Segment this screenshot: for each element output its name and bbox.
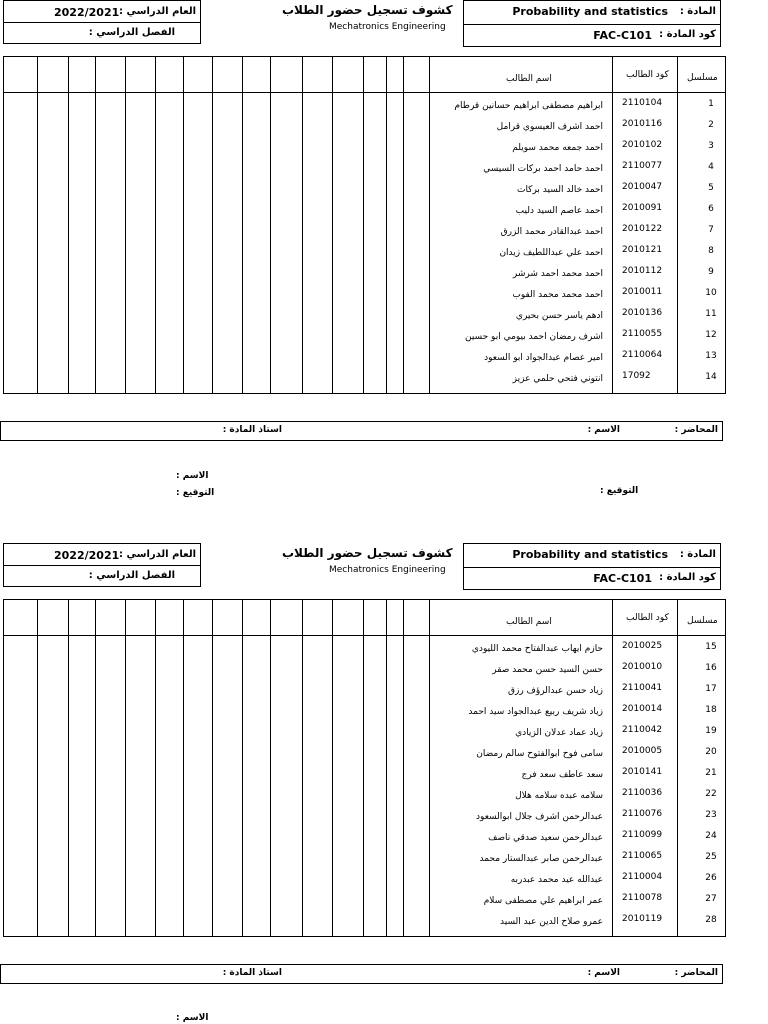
signature-label: التوقيع :	[600, 486, 639, 496]
table-row	[4, 890, 725, 911]
table-row	[4, 326, 725, 347]
code-cell: 2010011	[622, 287, 663, 297]
code-cell: 2010014	[622, 704, 663, 714]
code-cell: 2110099	[622, 830, 663, 840]
serial-cell: 25	[705, 852, 717, 862]
table-row	[4, 701, 725, 722]
serial-cell: 23	[705, 810, 717, 820]
table-row	[4, 911, 725, 932]
serial-cell: 4	[708, 162, 714, 172]
name-cell: احمد اشرف العيسوي قرامل	[496, 122, 603, 132]
serial-cell: 17	[705, 684, 717, 694]
code-cell: 2110004	[622, 872, 663, 882]
code-cell: 2110055	[622, 329, 663, 339]
bottom-signature-label: التوقيع :	[176, 488, 215, 498]
code-cell: 2110064	[622, 350, 663, 360]
table-row	[4, 263, 725, 284]
name-label: الاسم :	[587, 968, 620, 978]
header-student-name: اسم الطالب	[506, 74, 552, 84]
table-row	[4, 242, 725, 263]
code-cell: 2110065	[622, 851, 663, 861]
code-value: FAC-C101	[593, 29, 652, 42]
table-row	[4, 95, 725, 116]
serial-cell: 12	[705, 330, 717, 340]
name-cell: احمد علي عبداللطيف زيدان	[499, 248, 603, 258]
code-cell: 2010112	[622, 266, 663, 276]
code-value: FAC-C101	[593, 572, 652, 585]
serial-cell: 11	[705, 309, 717, 319]
year-semester-box	[3, 0, 201, 44]
serial-cell: 1	[708, 99, 714, 109]
code-cell: 2110042	[622, 725, 663, 735]
table-row	[4, 368, 725, 389]
serial-cell: 3	[708, 141, 714, 151]
table-row	[4, 221, 725, 242]
code-cell: 2010116	[622, 119, 663, 129]
code-cell: 2010102	[622, 140, 663, 150]
table-row	[4, 137, 725, 158]
serial-cell: 16	[705, 663, 717, 673]
name-cell: عبدالرحمن سعيد صدقي ناصف	[488, 833, 603, 843]
serial-cell: 8	[708, 246, 714, 256]
serial-cell: 7	[708, 225, 714, 235]
attendance-sheet-2	[0, 543, 768, 1024]
header-student-code: كود الطالب	[626, 613, 669, 623]
name-cell: احمد عاصم السيد دليب	[515, 206, 603, 216]
serial-cell: 9	[708, 267, 714, 277]
name-cell: عبدالله عيد محمد عبدربه	[510, 875, 603, 885]
page-title: كشوف تسجيل حضور الطلاب	[282, 3, 453, 17]
name-cell: حسن السيد حسن محمد صقر	[492, 665, 603, 675]
subject-label: المادة :	[679, 549, 716, 560]
table-row	[4, 743, 725, 764]
serial-cell: 22	[705, 789, 717, 799]
table-row	[4, 116, 725, 137]
table-row	[4, 200, 725, 221]
name-cell: احمد حامد احمد بركات السيسي	[483, 164, 603, 174]
code-label: كود المادة :	[659, 572, 716, 583]
name-cell: انتوني فتحي حلمي عزيز	[512, 374, 603, 384]
subject-value: Probability and statistics	[512, 548, 668, 561]
code-cell: 2110076	[622, 809, 663, 819]
subject-box	[463, 0, 721, 47]
name-cell: عبدالرحمن اشرف جلال ابوالسعود	[476, 812, 603, 822]
attendance-table	[3, 56, 726, 394]
table-row	[4, 806, 725, 827]
serial-cell: 20	[705, 747, 717, 757]
name-cell: سامى فوح ابوالفتوح سالم رمضان	[476, 749, 603, 759]
signature-box	[0, 421, 723, 441]
table-row	[4, 680, 725, 701]
serial-cell: 28	[705, 915, 717, 925]
semester-label: الفصل الدراسي :	[88, 570, 175, 581]
name-cell: زياد حسن عبدالرؤف رزق	[508, 686, 603, 696]
name-cell: احمد محمد احمد شرشر	[512, 269, 603, 279]
subject-value: Probability and statistics	[512, 5, 668, 18]
professor-label: استاذ المادة :	[222, 968, 282, 978]
code-cell: 2010010	[622, 662, 663, 672]
year-label: العام الدراسي :	[119, 549, 196, 560]
name-cell: زياد عماد عدلان الزيادي	[515, 728, 603, 738]
serial-cell: 18	[705, 705, 717, 715]
table-row	[4, 827, 725, 848]
code-cell: 2010005	[622, 746, 663, 756]
table-row	[4, 158, 725, 179]
code-cell: 2010025	[622, 641, 663, 651]
serial-cell: 13	[705, 351, 717, 361]
serial-cell: 5	[708, 183, 714, 193]
code-cell: 2110041	[622, 683, 663, 693]
table-row	[4, 638, 725, 659]
name-cell: سعد عاطف سعد فرج	[521, 770, 603, 780]
attendance-table	[3, 599, 726, 937]
subject-label: المادة :	[679, 6, 716, 17]
code-cell: 2010119	[622, 914, 663, 924]
lecture-label: المحاضر :	[674, 968, 718, 978]
serial-cell: 21	[705, 768, 717, 778]
name-cell: ادهم ياسر حسن بحيري	[515, 311, 603, 321]
bottom-name-label: الاسم :	[176, 471, 209, 481]
serial-cell: 2	[708, 120, 714, 130]
table-row	[4, 785, 725, 806]
code-cell: 2010141	[622, 767, 663, 777]
serial-cell: 6	[708, 204, 714, 214]
code-cell: 2110077	[622, 161, 663, 171]
name-cell: احمد خالد السيد بركات	[516, 185, 603, 195]
serial-cell: 27	[705, 894, 717, 904]
name-cell: عمر ابراهيم علي مصطفى سلام	[483, 896, 603, 906]
table-row	[4, 848, 725, 869]
table-row	[4, 305, 725, 326]
serial-cell: 14	[705, 372, 717, 382]
name-cell: احمد عبدالقادر محمد الزرق	[500, 227, 603, 237]
name-cell: عبدالرحمن صابر عبدالستار محمد	[479, 854, 603, 864]
semester-label: الفصل الدراسي :	[88, 27, 175, 38]
code-label: كود المادة :	[659, 29, 716, 40]
header-serial: مسلسل	[687, 73, 718, 83]
serial-cell: 19	[705, 726, 717, 736]
header-student-code: كود الطالب	[626, 70, 669, 80]
code-cell: 2010122	[622, 224, 663, 234]
name-cell: ابراهيم مصطفى ابراهيم حسانين قرطام	[454, 101, 603, 111]
serial-cell: 24	[705, 831, 717, 841]
subject-box	[463, 543, 721, 590]
signature-box	[0, 964, 723, 984]
name-label: الاسم :	[587, 425, 620, 435]
table-row	[4, 179, 725, 200]
lecture-label: المحاضر :	[674, 425, 718, 435]
name-cell: سلامه عبده سلامه هلال	[515, 791, 603, 801]
code-cell: 2010121	[622, 245, 663, 255]
name-cell: حازم ايهاب عبدالفتاح محمد الليودي	[471, 644, 603, 654]
bottom-name-label: الاسم :	[176, 1013, 209, 1023]
name-cell: زياد شريف ربيع عبدالجواد سيد احمد	[468, 707, 603, 717]
serial-cell: 10	[705, 288, 717, 298]
name-cell: عمرو صلاح الدين عبد السيد	[500, 917, 603, 927]
code-cell: 2010091	[622, 203, 663, 213]
department-name: Mechatronics Engineering	[329, 22, 446, 32]
name-cell: احمد محمد محمد الفوب	[512, 290, 603, 300]
table-row	[4, 764, 725, 785]
serial-cell: 15	[705, 642, 717, 652]
table-row	[4, 869, 725, 890]
page-title: كشوف تسجيل حضور الطلاب	[282, 546, 453, 560]
table-row	[4, 284, 725, 305]
serial-cell: 26	[705, 873, 717, 883]
name-cell: اشرف رمضان احمد بيومي ابو حسين	[465, 332, 603, 342]
table-row	[4, 722, 725, 743]
year-value: 2022/2021	[54, 549, 120, 562]
header-serial: مسلسل	[687, 616, 718, 626]
code-cell: 2110036	[622, 788, 663, 798]
table-row	[4, 347, 725, 368]
code-cell: 2010047	[622, 182, 663, 192]
name-cell: احمد جمعه محمد سويلم	[512, 143, 603, 153]
code-cell: 2010136	[622, 308, 663, 318]
code-cell: 2110104	[622, 98, 663, 108]
table-row	[4, 659, 725, 680]
year-semester-box	[3, 543, 201, 587]
professor-label: استاذ المادة :	[222, 425, 282, 435]
name-cell: امير عصام عبدالجواد ابو السعود	[484, 353, 603, 363]
code-cell: 2110078	[622, 893, 663, 903]
year-value: 2022/2021	[54, 6, 120, 19]
year-label: العام الدراسي :	[119, 6, 196, 17]
department-name: Mechatronics Engineering	[329, 565, 446, 575]
header-student-name: اسم الطالب	[506, 617, 552, 627]
code-cell: 17092	[622, 371, 651, 381]
